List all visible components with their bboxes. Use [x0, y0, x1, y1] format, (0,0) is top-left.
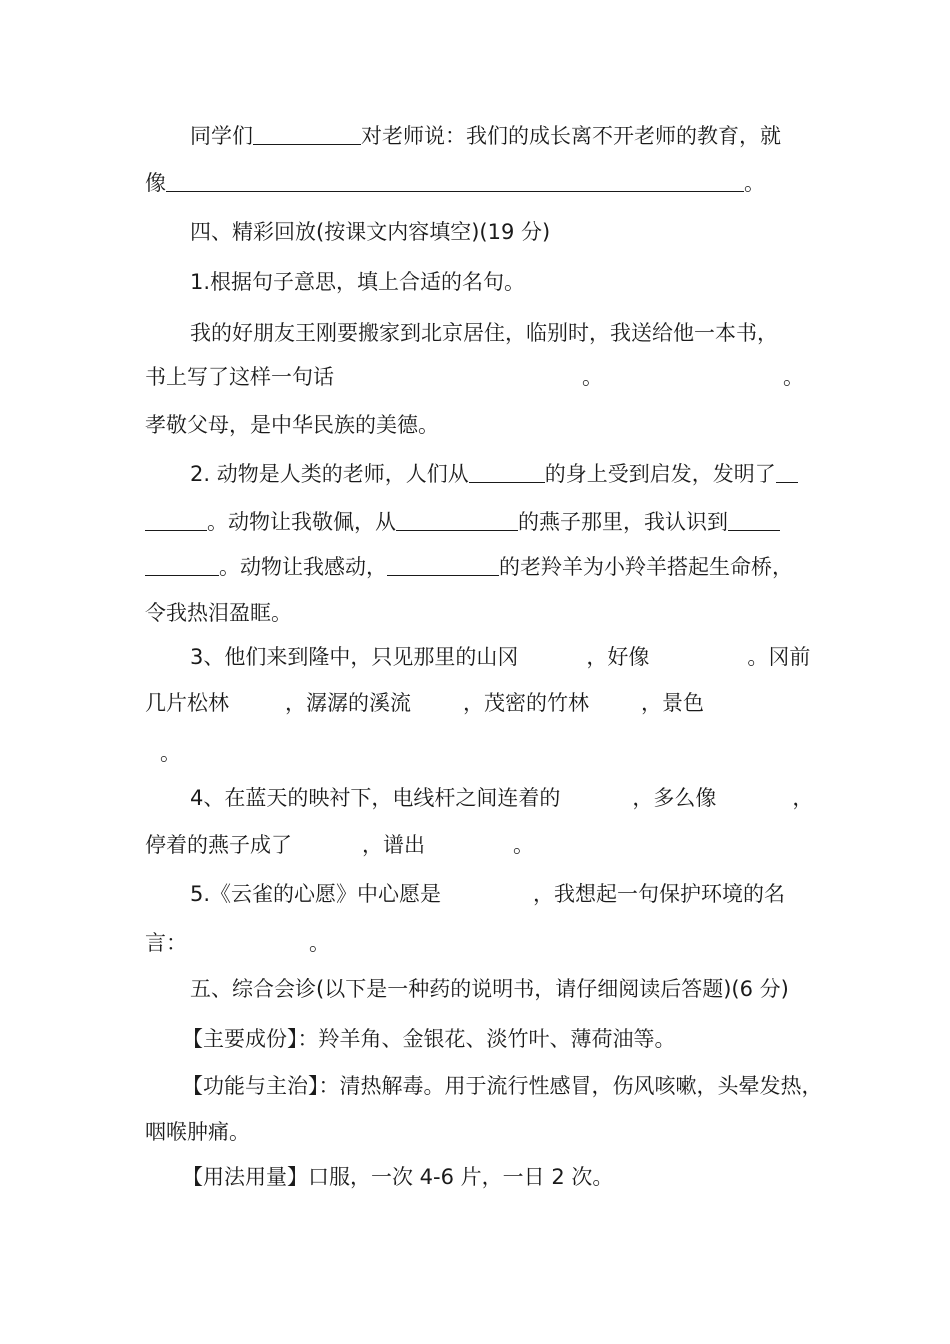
text: 。动物让我敬佩，从	[207, 510, 396, 534]
usage-line	[182, 1162, 852, 1192]
text: 同学们	[190, 124, 253, 148]
fill-blank[interactable]	[145, 553, 219, 576]
q3-line-2	[145, 688, 815, 718]
fill-blank[interactable]	[469, 460, 545, 483]
fill-blank[interactable]	[253, 122, 361, 145]
fill-blank[interactable]	[776, 460, 798, 483]
text: 。	[582, 365, 603, 389]
fill-blank[interactable]	[387, 553, 499, 576]
text: 的老羚羊为小羚羊搭起生命桥，	[499, 555, 793, 579]
section-4-title: 四、精彩回放(按课文内容填空)(19 分)	[190, 220, 551, 244]
fill-blank[interactable]	[145, 508, 207, 531]
q3-line-3: 。	[160, 741, 181, 765]
q5-line-1	[190, 879, 815, 909]
q3-line-1	[190, 642, 815, 672]
function-label: 【功能与主治】	[182, 1074, 319, 1098]
q1-title: 1.根据句子意思，填上合适的名句。	[190, 270, 526, 294]
line-teacher-2	[145, 168, 815, 198]
text: 。动物让我感动，	[219, 555, 387, 579]
function-line	[182, 1071, 822, 1101]
line-teacher-1	[190, 121, 815, 151]
text: ，景色	[641, 691, 704, 715]
function-line-2: 咽喉肿痛。	[145, 1120, 250, 1144]
q1-paragraph-1: 我的好朋友王刚要搬家到北京居住，临别时，我送给他一本书，	[190, 321, 778, 345]
q5-line-2	[145, 928, 815, 958]
text: ：清热解毒。用于流行性感冒，伤风咳嗽，头晕发热，	[318, 1074, 823, 1098]
text: 。	[744, 171, 765, 195]
fill-blank[interactable]	[728, 508, 780, 531]
q2-line-3	[145, 552, 815, 582]
text: 。	[783, 365, 804, 389]
text: 书上写了这样一句话	[145, 365, 334, 389]
q1-paragraph-3: 孝敬父母，是中华民族的美德。	[145, 413, 439, 437]
text: 停着的燕子成了	[145, 833, 292, 857]
q2-line-2	[145, 507, 815, 537]
usage-label: 【用法用量】	[182, 1165, 308, 1189]
text: 几片松林	[145, 691, 229, 715]
fill-blank[interactable]	[396, 508, 518, 531]
section-5-title: 五、综合会诊(以下是一种药的说明书，请仔细阅读后答题)(6 分)	[190, 977, 789, 1001]
q4-line-2	[145, 830, 815, 860]
text: 的身上受到启发，发明了	[544, 462, 776, 486]
text: 。冈前	[747, 645, 811, 669]
q1-paragraph-2	[145, 362, 815, 392]
q2-line-1	[190, 459, 815, 489]
text: ，茂密的竹林	[463, 691, 589, 715]
q2-line-4: 令我热泪盈眶。	[145, 601, 292, 625]
text: ，我想起一句保护环境的名	[533, 882, 786, 906]
text: 对老师说：我们的成长离不开老师的教育，就	[361, 124, 781, 148]
text: ，	[792, 786, 814, 810]
fill-blank[interactable]	[166, 169, 744, 192]
ingredients-line	[182, 1024, 852, 1054]
text: ，谱出	[362, 833, 425, 857]
text: ，好像	[586, 645, 650, 669]
text: 5.《云雀的心愿》中心愿是	[190, 882, 442, 906]
text: 3、他们来到隆中，只见那里的山冈	[190, 645, 519, 669]
text: ：羚羊角、金银花、淡竹叶、薄荷油等。	[297, 1027, 676, 1051]
text: 的燕子那里，我认识到	[518, 510, 728, 534]
text: ，多么像	[632, 786, 717, 810]
text: ，潺潺的溪流	[285, 691, 411, 715]
text: 言：	[145, 931, 187, 955]
text: 4、在蓝天的映衬下，电线杆之间连着的	[190, 786, 561, 810]
text: 像	[145, 171, 166, 195]
text: 2. 动物是人类的老师，人们从	[190, 462, 469, 486]
text: 。	[309, 931, 330, 955]
text: 。	[513, 833, 534, 857]
q4-line-1	[190, 783, 815, 813]
ingredients-label: 【主要成份】	[182, 1027, 298, 1051]
text: 口服，一次 4-6 片，一日 2 次。	[308, 1165, 614, 1189]
